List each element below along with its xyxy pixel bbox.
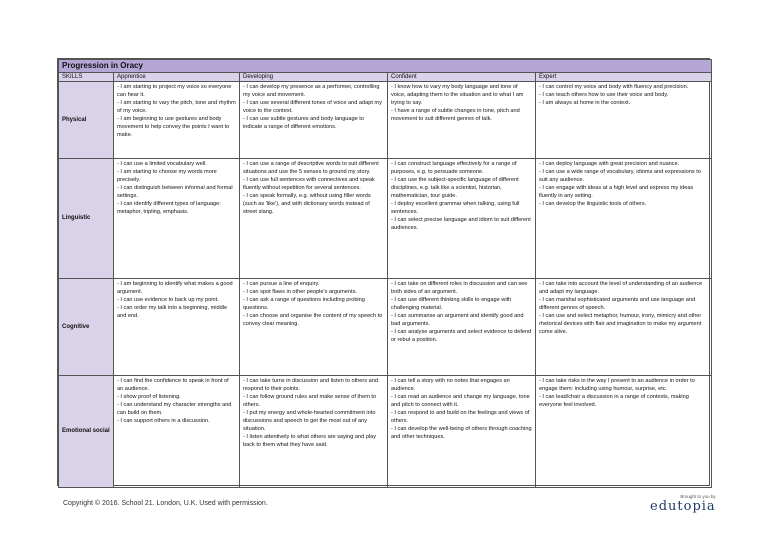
- descriptor-item: - I can choose and organise the content of my speech to convey clear meaning.: [243, 313, 383, 327]
- descriptor-item: - I show proof of listening.: [117, 394, 181, 400]
- skill-label: Physical: [59, 82, 114, 159]
- descriptor-item: - I can construct language effectively for a range of purposes, e.g. to persuade someone.: [391, 161, 517, 175]
- table-cell: [536, 82, 712, 159]
- table-row: [59, 159, 712, 279]
- table-row: [59, 376, 712, 488]
- table-cell: [388, 159, 536, 279]
- descriptor-item: - I deploy excellent grammar when talking, using full sentences.: [391, 201, 520, 215]
- descriptor-item: - I can take risks in the way I present to an audience in order to engage them: including using humour, surprise, etc.: [539, 378, 695, 392]
- brand-tagline: Brought to you by: [680, 494, 716, 499]
- oracy-progression-table: [58, 59, 712, 488]
- descriptor-item: - I can use full sentences with connectives and speak fluently without repetition for several sentences.: [243, 177, 375, 191]
- skill-label: Linguistic: [59, 159, 114, 279]
- descriptor-item: - I can analyse arguments and select evidence to defend or rebut a position.: [391, 329, 532, 343]
- table-row: [59, 279, 712, 376]
- descriptor-item: - I am starting to project my voice so everyone can hear it.: [117, 84, 232, 98]
- descriptor-item: - I can use the subject-specific language of different disciplines, e.g. talk like a scientist, historian, mathematician, tour guide.: [391, 177, 519, 199]
- descriptor-item: - I can marshal sophisticated arguments and use language and different genres of speech.: [539, 297, 696, 311]
- column-header-expert: Expert: [536, 73, 712, 82]
- descriptor-item: - I can follow ground rules and make sense of them to others.: [243, 394, 377, 408]
- descriptor-item: - I can take into account the level of understanding of an audience and adapt my language.: [539, 281, 703, 295]
- table-cell: [240, 376, 388, 488]
- column-header-developing: Developing: [240, 73, 388, 82]
- descriptor-item: - I can use different thinking skills to engage with challenging material.: [391, 297, 512, 311]
- edutopia-logo: [650, 494, 716, 514]
- descriptor-item: - I can summarise an argument and identify good and bad arguments.: [391, 313, 524, 327]
- descriptor-item: - I can engage with ideas at a high level and express my ideas fluently in any setting.: [539, 185, 694, 199]
- descriptor-item: - I am starting to choose my words more precisely.: [117, 169, 217, 183]
- table-cell: [536, 376, 712, 488]
- descriptor-item: - I can support others in a discussion.: [117, 418, 210, 424]
- descriptor-item: - I can use evidence to back up my point.: [117, 297, 219, 303]
- descriptor-item: - I can respond to and build on the feelings and views of others.: [391, 410, 530, 424]
- descriptor-item: - I can distinguish between informal and formal settings.: [117, 185, 233, 199]
- table-cell: [388, 279, 536, 376]
- descriptor-item: - I am beginning to use gestures and body movement to help convey the points I want to make.: [117, 116, 230, 138]
- descriptor-item: - I can ask a range of questions including probing questions.: [243, 297, 365, 311]
- table-cell: [114, 279, 240, 376]
- descriptor-item: - I can speak formally, e.g. without using filler words (such as 'like'), and with dictionary words instead of street slang.: [243, 193, 371, 215]
- descriptor-item: - I can control my voice and body with fluency and precision.: [539, 84, 689, 90]
- table-row: [59, 82, 712, 159]
- copyright-footer: Copyright © 2016. School 21. London, U.K. Used with permission.: [63, 500, 268, 507]
- descriptor-item: - I can use and select metaphor, humour, irony, mimicry and other rhetorical devices with flair and imagination to make my argument come alive.: [539, 313, 702, 335]
- table-cell: [240, 159, 388, 279]
- descriptor-item: - I can lead/chair a discussion in a range of contexts, making everyone feel involved.: [539, 394, 689, 408]
- descriptor-item: - I put my energy and whole-hearted commitment into discussions and speech to get the most out of any situation.: [243, 410, 376, 432]
- descriptor-item: - I can find the confidence to speak in front of an audience.: [117, 378, 229, 392]
- descriptor-item: - I can develop the well-being of others through coaching and other techniques.: [391, 426, 532, 440]
- column-header-apprentice: Apprentice: [114, 73, 240, 82]
- skill-label: Cognitive: [59, 279, 114, 376]
- descriptor-item: - I can use a limited vocabulary well.: [117, 161, 207, 167]
- descriptor-item: - I can take turns in discussion and listen to others and respond to their points.: [243, 378, 378, 392]
- descriptor-item: - I am always at home in the context.: [539, 100, 631, 106]
- descriptor-item: - I am starting to vary the pitch, tone and rhythm of my voice.: [117, 100, 236, 114]
- descriptor-item: - I have a range of subtle changes in tone, pitch and movement to suit different genres of talk.: [391, 108, 520, 122]
- table-cell: [240, 82, 388, 159]
- table-cell: [114, 82, 240, 159]
- brand-name: edutopia: [650, 499, 716, 514]
- descriptor-item: - I can teach others how to use their voice and body.: [539, 92, 669, 98]
- oracy-table-container: [57, 58, 710, 486]
- descriptor-item: - I can deploy language with great precision and nuance.: [539, 161, 680, 167]
- column-header-confident: Confident: [388, 73, 536, 82]
- table-cell: [388, 82, 536, 159]
- descriptor-item: - I can pursue a line of enquiry.: [243, 281, 320, 287]
- descriptor-item: - I can order my talk into a beginning, middle and end.: [117, 305, 228, 319]
- descriptor-item: - I can use several different tones of voice and adapt my voice to the context.: [243, 100, 382, 114]
- skill-label: Emotional social: [59, 376, 114, 488]
- table-title: Progression in Oracy: [59, 60, 712, 73]
- descriptor-item: - I can take on different roles in discussion and can see both sides of an argument.: [391, 281, 528, 295]
- descriptor-item: - I can spot flaws in other people's arguments.: [243, 289, 357, 295]
- descriptor-item: - I can read an audience and change my language, tone and pitch to connect with it.: [391, 394, 530, 408]
- table-cell: [240, 279, 388, 376]
- descriptor-item: - I can develop my presence as a performer, controlling my voice and movement.: [243, 84, 380, 98]
- table-cell: [114, 376, 240, 488]
- descriptor-item: - I can select precise language and idiom to suit different audiences.: [391, 217, 531, 231]
- descriptor-item: - I can use a range of descriptive words to suit different situations and use the 5 senses to ground my story.: [243, 161, 379, 175]
- descriptor-item: - I can understand my character strengths and can build on them.: [117, 402, 232, 416]
- descriptor-item: - I can use subtle gestures and body language to indicate a range of different emotions.: [243, 116, 364, 130]
- table-cell: [388, 376, 536, 488]
- column-header-skills: SKILLS: [59, 73, 114, 82]
- table-body: [59, 82, 712, 488]
- descriptor-item: - I can use a wide range of vocabulary, idioms and expressions to suit any audience.: [539, 169, 701, 183]
- table-cell: [536, 159, 712, 279]
- descriptor-item: - I can develop the linguistic tools of others.: [539, 201, 647, 207]
- table-cell: [536, 279, 712, 376]
- descriptor-item: - I know how to vary my body language and tone of voice, adapting them to the situation and to what I am trying to say.: [391, 84, 524, 106]
- descriptor-item: - I can identify different types of language: metaphor, tripling, emphasis.: [117, 201, 221, 215]
- descriptor-item: - I can tell a story with no notes that engages an audience.: [391, 378, 510, 392]
- descriptor-item: - I listen attentively to what others are saying and play back to them what they have said.: [243, 434, 377, 448]
- table-cell: [114, 159, 240, 279]
- descriptor-item: - I am beginning to identify what makes a good argument.: [117, 281, 233, 295]
